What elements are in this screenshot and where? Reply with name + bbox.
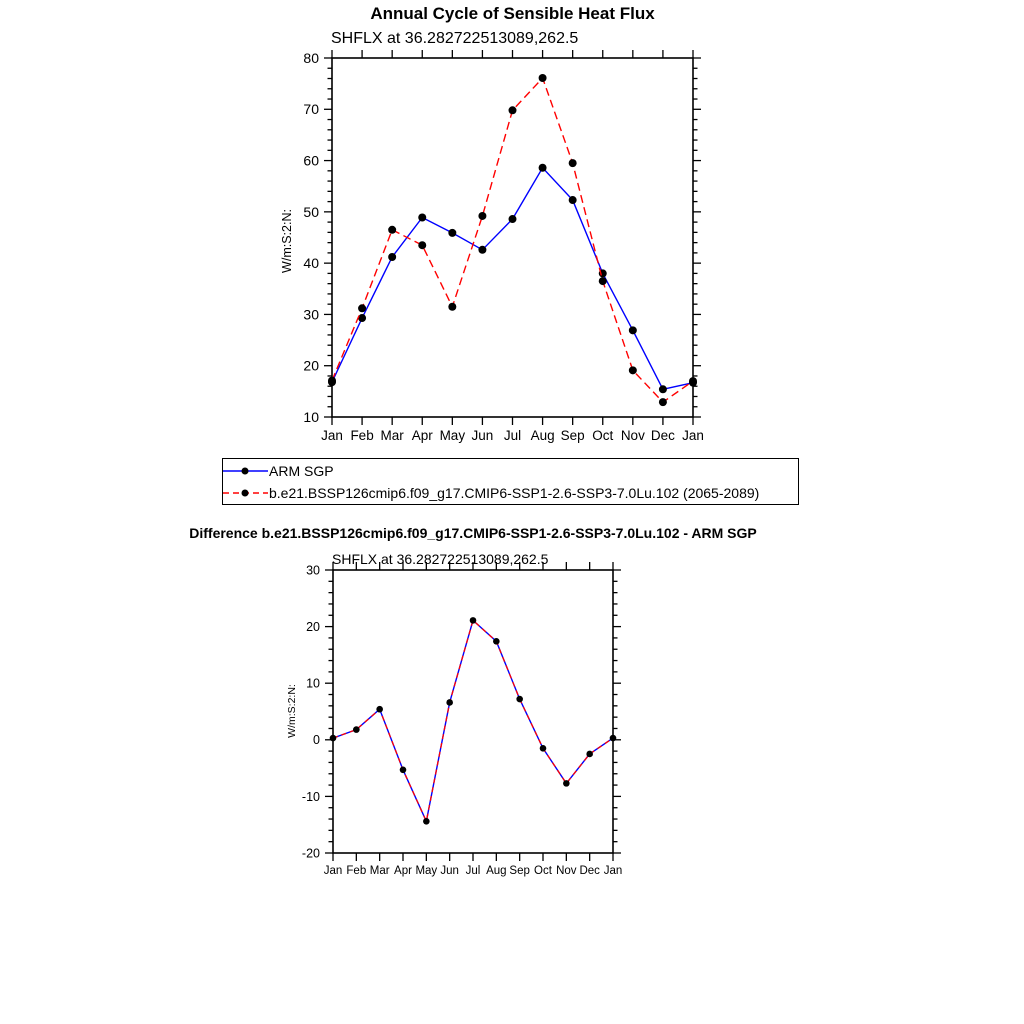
- svg-text:Oct: Oct: [534, 865, 552, 877]
- svg-text:20: 20: [306, 619, 320, 634]
- svg-text:Jan: Jan: [682, 428, 704, 443]
- svg-text:10: 10: [303, 408, 319, 425]
- top-chart-title: Annual Cycle of Sensible Heat Flux: [370, 4, 655, 23]
- legend-dashed-line-icon: [223, 488, 268, 498]
- difference-chart-subtitle: SHFLX at 36.282722513089,262.5: [332, 551, 549, 567]
- svg-text:Jan: Jan: [603, 865, 623, 877]
- svg-text:Jan: Jan: [323, 865, 343, 877]
- svg-text:50: 50: [303, 203, 319, 220]
- svg-text:Aug: Aug: [486, 865, 507, 877]
- difference-chart-title: Difference b.e21.BSSP126cmip6.f09_g17.CMIP6-SSP1-2.6-SSP3-7.0Lu.102 - ARM SGP: [189, 525, 757, 541]
- svg-text:Aug: Aug: [530, 428, 555, 443]
- svg-text:Jun: Jun: [471, 428, 494, 443]
- svg-text:Feb: Feb: [346, 865, 367, 877]
- svg-text:May: May: [439, 428, 466, 443]
- svg-text:Dec: Dec: [650, 428, 675, 443]
- svg-text:Jul: Jul: [503, 428, 522, 443]
- top-chart-subtitle: SHFLX at 36.282722513089,262.5: [331, 30, 579, 47]
- svg-text:-20: -20: [301, 846, 320, 861]
- legend-label-arm-sgp: ARM SGP: [269, 462, 334, 479]
- svg-text:Sep: Sep: [509, 865, 530, 877]
- svg-text:Jan: Jan: [321, 428, 343, 443]
- svg-text:0: 0: [313, 733, 320, 748]
- svg-text:Feb: Feb: [350, 428, 374, 443]
- svg-text:Apr: Apr: [411, 428, 433, 443]
- svg-text:Jun: Jun: [440, 865, 459, 877]
- svg-text:Jul: Jul: [465, 865, 481, 877]
- legend-item-arm-sgp: [223, 460, 798, 482]
- difference-chart-y-axis-label: W/m:S:2:N:: [286, 684, 298, 738]
- svg-text:-10: -10: [301, 789, 320, 804]
- legend-item-model: [223, 482, 798, 504]
- svg-text:30: 30: [306, 563, 320, 578]
- svg-text:70: 70: [303, 101, 319, 118]
- svg-text:May: May: [415, 865, 438, 877]
- legend-label-model: b.e21.BSSP126cmip6.f09_g17.CMIP6-SSP1-2.6-SSP3-7.0Lu.102 (2065-2089): [269, 484, 760, 501]
- svg-text:Nov: Nov: [620, 428, 645, 443]
- svg-text:40: 40: [303, 255, 319, 272]
- svg-text:80: 80: [303, 49, 319, 66]
- svg-text:Apr: Apr: [394, 865, 412, 877]
- svg-text:Mar: Mar: [380, 428, 404, 443]
- svg-text:Mar: Mar: [369, 865, 390, 877]
- svg-text:Dec: Dec: [579, 865, 600, 877]
- svg-text:60: 60: [303, 152, 319, 169]
- svg-text:Oct: Oct: [592, 428, 614, 443]
- svg-text:Sep: Sep: [560, 428, 585, 443]
- svg-text:Nov: Nov: [556, 865, 577, 877]
- legend: [222, 458, 799, 505]
- svg-text:20: 20: [303, 357, 319, 374]
- svg-text:30: 30: [303, 306, 319, 323]
- legend-solid-line-icon: [223, 466, 268, 476]
- top-chart-y-axis-label: W/m:S:2:N:: [280, 209, 294, 273]
- svg-text:10: 10: [306, 676, 320, 691]
